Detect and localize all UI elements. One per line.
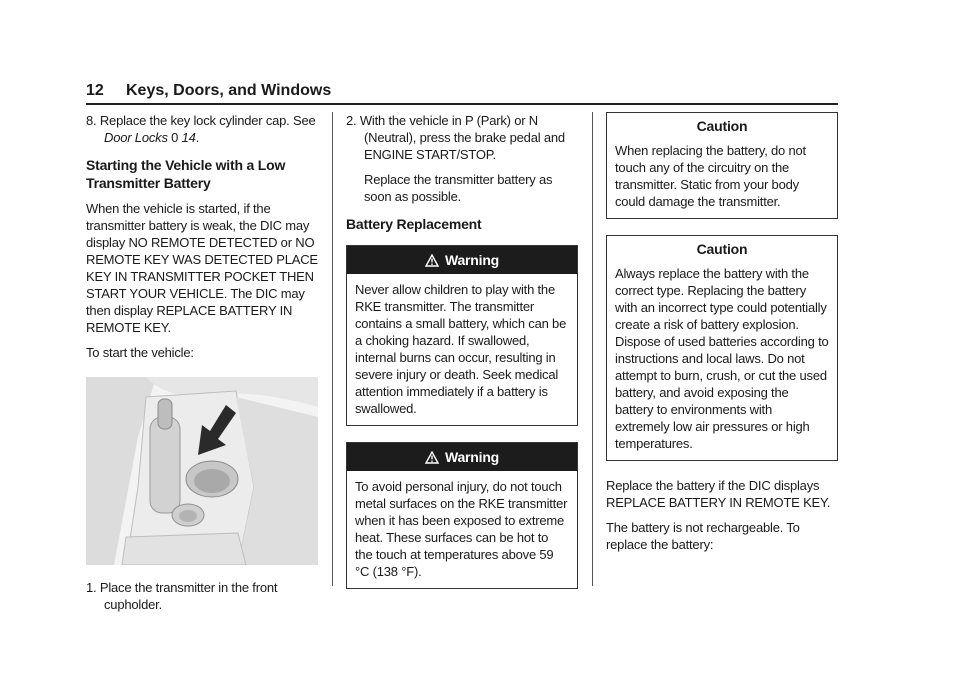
column-2 (346, 112, 578, 605)
warning-text: Never allow children to play with the RKE transmitter. The transmitter contains a small battery, which can be a choking hazard. If swallowed, internal burns can occur, resulting in severe injury or death. Seek medical attention immediately if a battery is swallowed. (355, 282, 567, 416)
paragraph: To start the vehicle: (86, 345, 194, 360)
caution-text: When replacing the battery, do not touch any of the circuitry on the transmitter. Static from your body could damage the transmitter. (615, 143, 806, 209)
page-header (86, 82, 838, 104)
column-1 (86, 112, 318, 621)
header-rule (86, 103, 838, 105)
warning-text: To avoid personal injury, do not touch metal surfaces on the RKE transmitter when it has been exposed to extreme heat. These surfaces can be hot to the touch at temperatures above 59 °C (138 °F). (355, 479, 568, 579)
paragraph: Replace the battery if the DIC displays REPLACE BATTERY IN REMOTE KEY. (606, 478, 831, 510)
step-2: 2. With the vehicle in P (Park) or N (Neutral), press the brake pedal and ENGINE START/STOP. (346, 113, 565, 162)
step-2-note: Replace the transmitter battery as soon as possible. (364, 172, 553, 204)
caution-box (606, 235, 838, 461)
page-reference[interactable]: 14 (181, 130, 196, 145)
section-heading-battery-replacement: Battery Replacement (346, 216, 482, 232)
warning-box (346, 245, 578, 426)
caution-title: Caution (696, 118, 748, 134)
warning-box (346, 442, 578, 589)
warning-triangle-icon (425, 451, 439, 464)
column-3 (606, 112, 838, 561)
section-title: Keys, Doors, and Windows (126, 82, 332, 99)
warning-header (347, 246, 577, 274)
paragraph: When the vehicle is started, if the transmitter battery is weak, the DIC may display NO REMOTE DETECTED or NO REMOTE KEY WAS DETECTED PLACE KEY IN TRANSMITTER POCKET THEN START YOUR VEHICLE. The DIC may then display REPLACE BATTERY IN REMOTE KEY. (86, 201, 318, 335)
caution-text: Always replace the battery with the correct type. Replacing the battery with an incorrect type could potentially create a risk of battery explosion. Dispose of used batteries according to instructions and local laws. Do not attempt to burn, crush, or cut the used battery, and avoid exposing the battery to environments with extremely low air pressures or high temperatures. (615, 266, 829, 451)
warning-title: Warning (444, 449, 500, 465)
step-8-text: 8. Replace the key lock cylinder cap. See (86, 113, 316, 128)
cross-reference-arrow-icon: 0 (171, 130, 179, 145)
column-divider (332, 112, 333, 586)
caution-box (606, 112, 838, 219)
warning-triangle-icon (425, 254, 439, 267)
step-8 (86, 112, 318, 146)
warning-header (347, 443, 577, 471)
paragraph: The battery is not rechargeable. To replace the battery: (606, 520, 800, 552)
step-1: 1. Place the transmitter in the front cupholder. (86, 580, 278, 612)
caution-title: Caution (696, 241, 748, 257)
door-locks-link[interactable]: Door Locks (104, 130, 168, 145)
step-8-end: . (195, 130, 200, 145)
column-divider (592, 112, 593, 586)
page-number: 12 (86, 82, 104, 99)
cupholder-illustration (86, 377, 318, 565)
warning-title: Warning (444, 252, 500, 268)
section-heading-low-battery: Starting the Vehicle with a Low Transmitter Battery (86, 157, 286, 191)
